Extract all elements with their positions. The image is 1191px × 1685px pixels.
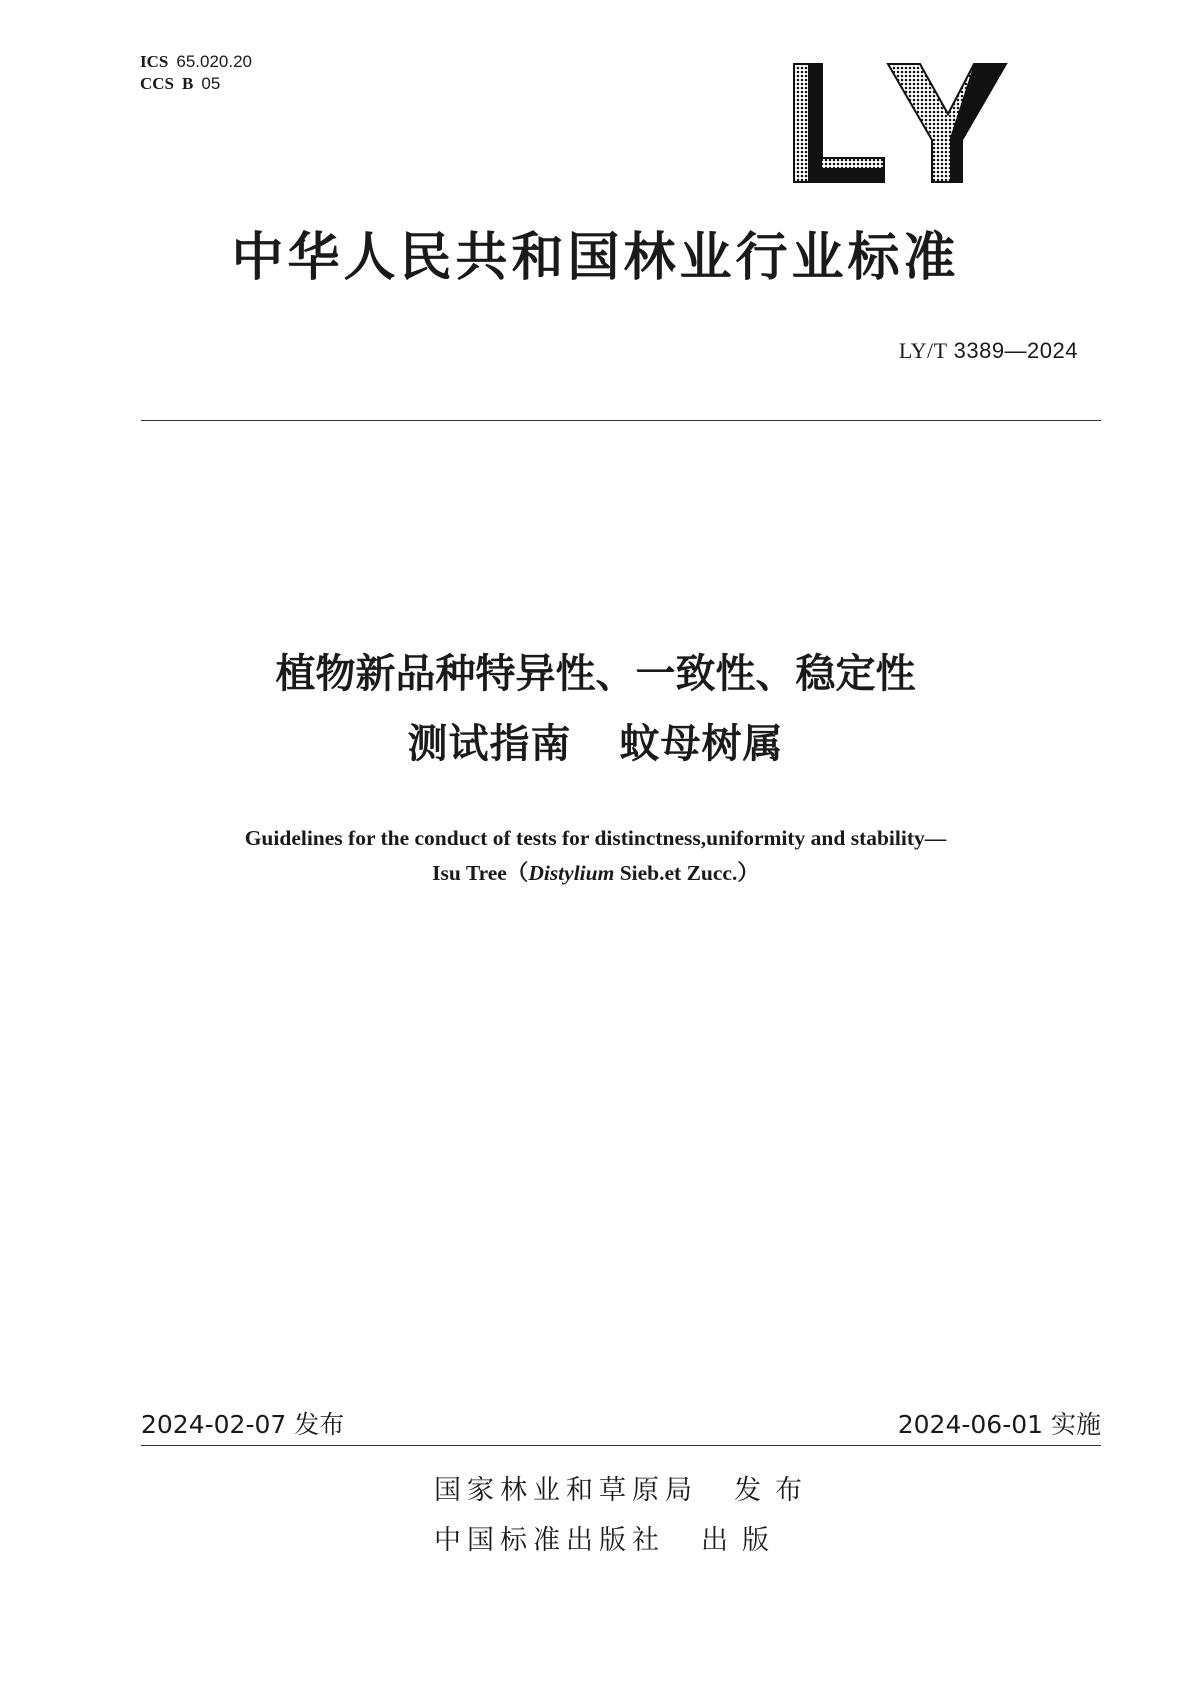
document-title-cn-part-b: 蚊母树属	[619, 721, 784, 767]
implementation-date: 2024-06-01 实施	[897, 1410, 1101, 1439]
ics-label: ICS	[140, 52, 169, 71]
ly-logo	[792, 62, 1008, 184]
ccs-number: 05	[201, 74, 221, 93]
publisher-role: 发布	[734, 1475, 816, 1506]
publisher-name: 国家林业和草原局	[434, 1475, 698, 1506]
issue-date: 2024-02-07 发布	[141, 1410, 345, 1439]
standard-category-title: 中华人民共和国林业行业标准	[231, 228, 960, 288]
document-title-en-part-a: Isu Tree（	[432, 861, 529, 885]
standard-number	[899, 338, 1078, 364]
publisher-name: 中国标准出版社	[434, 1525, 665, 1556]
document-title-en-line2	[0, 859, 1191, 887]
bottom-divider	[141, 1445, 1101, 1446]
logo-letter-y	[888, 64, 1006, 182]
document-title-cn-part-a: 测试指南	[407, 721, 572, 767]
publisher-row	[434, 1474, 816, 1508]
ics-value: 65.020.20	[176, 52, 252, 71]
ccs-label: CCS	[140, 74, 175, 93]
publisher-row	[434, 1524, 783, 1558]
logo-letter-l	[794, 64, 884, 182]
standard-number-value: 3389—2024	[953, 338, 1078, 363]
genus-name-italic: Distylium	[528, 861, 615, 885]
document-title-cn-line2	[0, 718, 1191, 770]
document-title-cn-line1: 植物新品种特异性、一致性、稳定性	[275, 651, 916, 697]
top-divider	[141, 420, 1101, 421]
ics-code	[140, 52, 252, 72]
publisher-role: 出版	[701, 1525, 783, 1556]
ccs-code	[140, 74, 220, 94]
standard-number-prefix: LY/T	[898, 338, 948, 363]
document-title-en-part-b: Sieb.et Zucc.）	[619, 861, 759, 885]
document-title-en-line1: Guidelines for the conduct of tests for distinctness,uniformity and stability—	[244, 826, 947, 850]
ccs-letter: B	[182, 74, 194, 93]
